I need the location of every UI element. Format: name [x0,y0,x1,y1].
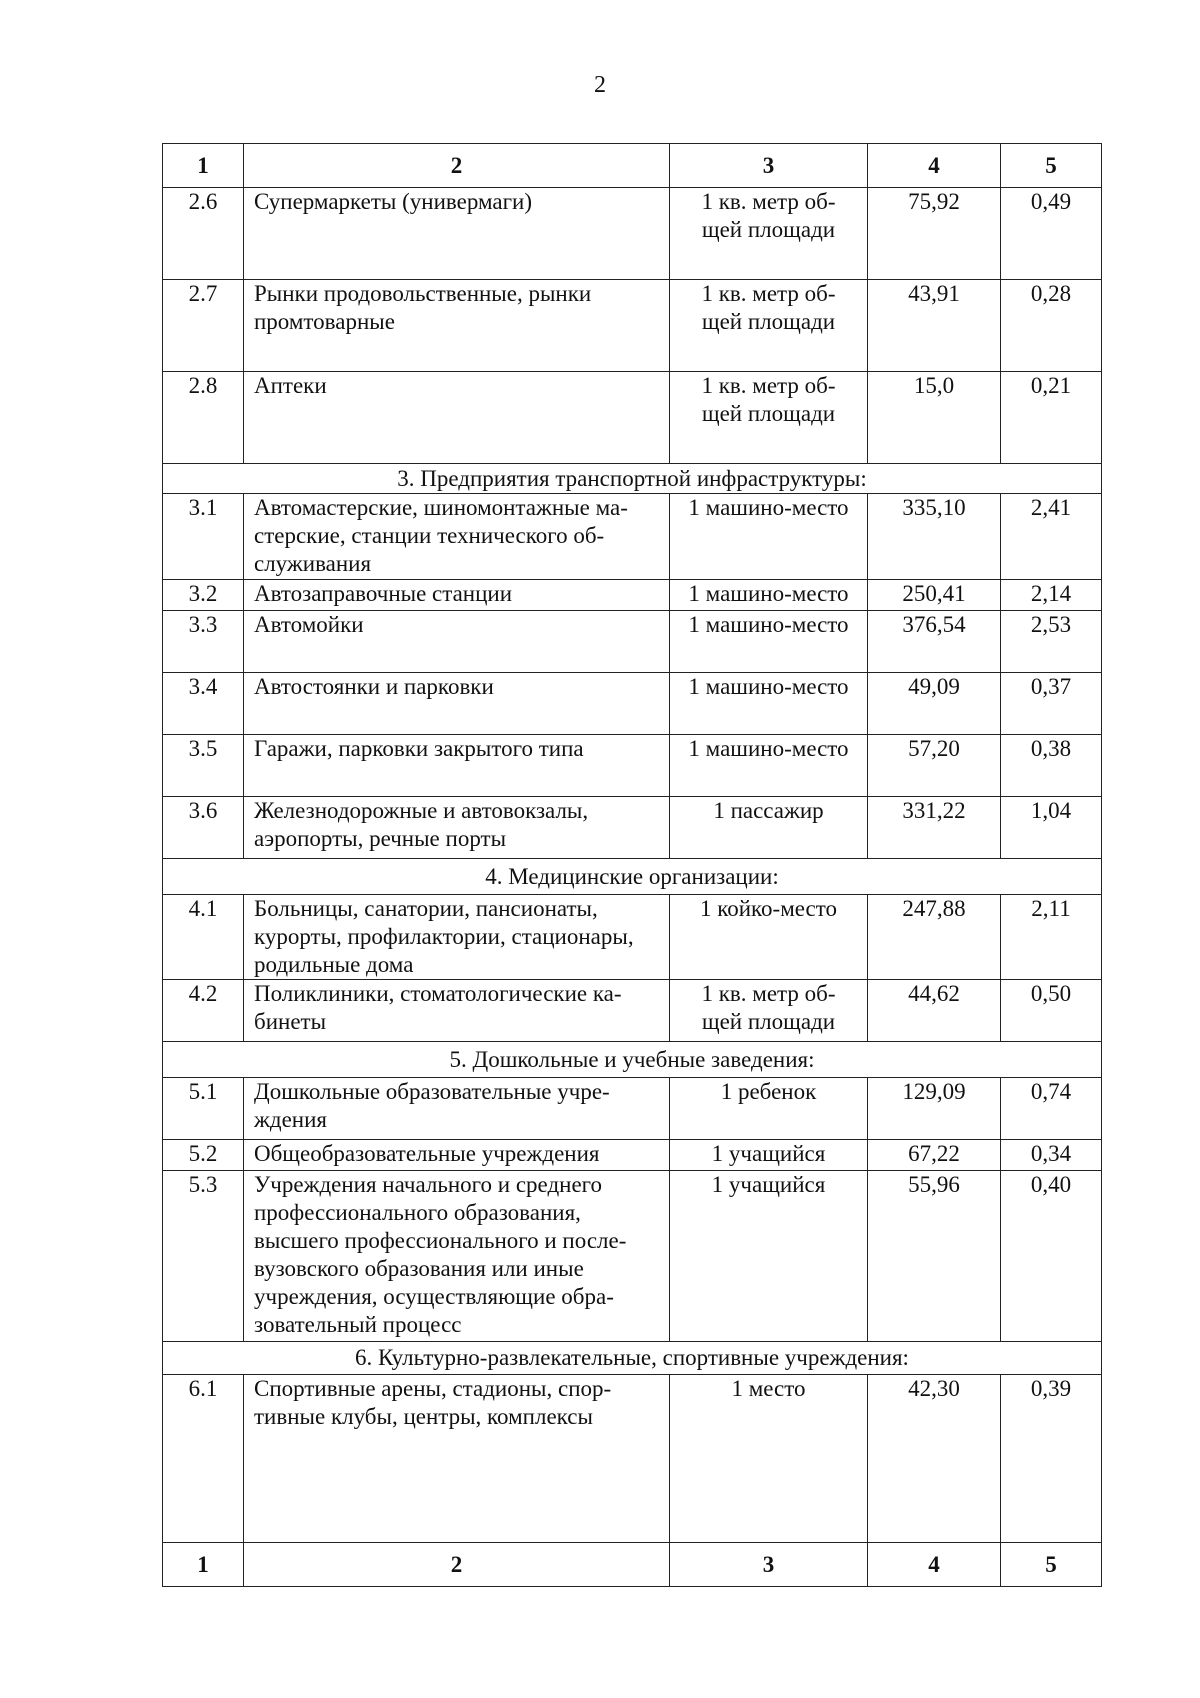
row-number: 3.1 [163,494,244,580]
table-row [163,611,1102,673]
item-name [244,735,670,797]
unit-line: 1 учащийся [711,1141,826,1166]
value-col4: 44,62 [868,980,1001,1042]
value-col4: 57,20 [868,735,1001,797]
header-cell: 2 [244,144,670,188]
unit-line: 1 ребенок [720,1079,817,1104]
value-col4: 15,0 [868,372,1001,464]
footer-cell: 4 [868,1543,1001,1587]
norms-table [162,143,1102,1587]
unit-cell [670,280,868,372]
item-name-line: Общеобразовательные учреждения [254,1141,600,1166]
value-col4: 250,41 [868,580,1001,611]
table-row [163,1171,1102,1342]
table-row [163,188,1102,280]
value-col5: 2,41 [1001,494,1102,580]
table-row [163,735,1102,797]
section-row [163,1042,1102,1078]
item-name-line: курорты, профилактории, стационары, [254,924,634,949]
table-row [163,1140,1102,1171]
item-name-line: Автозаправочные станции [254,581,513,606]
value-col4: 129,09 [868,1078,1001,1140]
value-col4: 49,09 [868,673,1001,735]
unit-line: 1 кв. метр об- [701,981,836,1006]
item-name-line: Автомастерские, шиномонтажные ма- [254,495,628,520]
item-name-line: Спортивные арены, стадионы, спор- [254,1376,612,1401]
unit-line: 1 машино-место [688,581,849,606]
item-name [244,980,670,1042]
section-title: 5. Дошкольные и учебные заведения: [163,1042,1102,1078]
table-row [163,372,1102,464]
item-name-line: аэропорты, речные порты [254,826,507,851]
item-name [244,580,670,611]
unit-line: 1 машино-место [688,736,849,761]
section-row [163,464,1102,494]
header-cell: 5 [1001,144,1102,188]
page-number: 2 [594,72,606,98]
row-number: 2.6 [163,188,244,280]
item-name [244,797,670,859]
unit-cell [670,494,868,580]
unit-cell [670,611,868,673]
item-name-line: стерские, станции технического об- [254,523,605,548]
row-number: 6.1 [163,1375,244,1543]
section-row [163,1342,1102,1375]
table-row [163,980,1102,1042]
table-row [163,1375,1102,1543]
section-row [163,859,1102,895]
item-name-line: вузовского образования или иные [254,1256,584,1281]
unit-line: 1 койко-место [699,896,838,921]
row-number: 5.2 [163,1140,244,1171]
item-name [244,280,670,372]
value-col4: 43,91 [868,280,1001,372]
unit-cell [670,1078,868,1140]
section-title: 6. Культурно-развлекательные, спортивные учреждения: [163,1342,1102,1375]
item-name-line: Больницы, санатории, пансионаты, [254,896,598,921]
unit-line: 1 кв. метр об- [701,281,836,306]
unit-cell [670,580,868,611]
unit-cell [670,895,868,980]
row-number: 4.2 [163,980,244,1042]
unit-line: 1 кв. метр об- [701,373,836,398]
item-name [244,1078,670,1140]
item-name-line: Поликлиники, стоматологические ка- [254,981,622,1006]
value-col5: 2,53 [1001,611,1102,673]
item-name-line: Супермаркеты (универмаги) [254,189,532,214]
unit-line: 1 учащийся [711,1172,826,1197]
item-name [244,1171,670,1342]
unit-line: 1 машино-место [688,674,849,699]
section-title: 3. Предприятия транспортной инфраструктуры: [163,464,1102,494]
value-col5: 0,37 [1001,673,1102,735]
section-title: 4. Медицинские организации: [163,859,1102,895]
value-col5: 0,21 [1001,372,1102,464]
unit-line: щей площади [701,217,836,242]
unit-cell [670,1375,868,1543]
item-name-line: ждения [254,1107,327,1132]
item-name-line: бинеты [254,1009,327,1034]
value-col4: 331,22 [868,797,1001,859]
value-col5: 0,40 [1001,1171,1102,1342]
unit-line: 1 кв. метр об- [701,189,836,214]
value-col5: 0,50 [1001,980,1102,1042]
item-name [244,494,670,580]
item-name-line: Железнодорожные и автовокзалы, [254,798,589,823]
value-col5: 1,04 [1001,797,1102,859]
item-name [244,188,670,280]
item-name-line: зовательный процесс [254,1312,462,1337]
item-name [244,673,670,735]
row-number: 4.1 [163,895,244,980]
row-number: 5.1 [163,1078,244,1140]
item-name-line: учреждения, осуществляющие обра- [254,1284,614,1309]
unit-line: 1 машино-место [688,495,849,520]
unit-cell [670,188,868,280]
value-col5: 2,11 [1001,895,1102,980]
table-row [163,797,1102,859]
value-col4: 42,30 [868,1375,1001,1543]
table-header-row [163,144,1102,188]
footer-cell: 2 [244,1543,670,1587]
header-cell: 3 [670,144,868,188]
footer-cell: 5 [1001,1543,1102,1587]
item-name [244,372,670,464]
item-name-line: Аптеки [254,373,327,398]
unit-line: 1 место [731,1376,806,1401]
item-name [244,1375,670,1543]
value-col4: 75,92 [868,188,1001,280]
unit-line: щей площади [701,1009,836,1034]
item-name-line: Гаражи, парковки закрытого типа [254,736,584,761]
item-name [244,895,670,980]
unit-cell [670,673,868,735]
value-col5: 0,74 [1001,1078,1102,1140]
table-row [163,895,1102,980]
unit-line: щей площади [701,401,836,426]
unit-cell [670,735,868,797]
value-col5: 0,39 [1001,1375,1102,1543]
header-cell: 1 [163,144,244,188]
row-number: 3.3 [163,611,244,673]
unit-cell [670,1171,868,1342]
unit-line: 1 пассажир [713,798,824,823]
unit-line: щей площади [701,309,836,334]
item-name-line: высшего профессионального и после- [254,1228,627,1253]
item-name [244,611,670,673]
row-number: 3.6 [163,797,244,859]
table-row [163,1078,1102,1140]
row-number: 3.4 [163,673,244,735]
table-row [163,673,1102,735]
row-number: 3.2 [163,580,244,611]
value-col5: 0,34 [1001,1140,1102,1171]
value-col4: 376,54 [868,611,1001,673]
row-number: 2.8 [163,372,244,464]
unit-cell [670,797,868,859]
value-col4: 247,88 [868,895,1001,980]
item-name-line: Автомойки [254,612,364,637]
value-col5: 0,38 [1001,735,1102,797]
table-row [163,580,1102,611]
item-name-line: родильные дома [254,952,414,977]
item-name-line: тивные клубы, центры, комплексы [254,1404,593,1429]
row-number: 2.7 [163,280,244,372]
unit-line: 1 машино-место [688,612,849,637]
row-number: 5.3 [163,1171,244,1342]
value-col4: 335,10 [868,494,1001,580]
value-col4: 55,96 [868,1171,1001,1342]
value-col5: 2,14 [1001,580,1102,611]
header-cell: 4 [868,144,1001,188]
item-name-line: служивания [254,551,372,576]
value-col5: 0,28 [1001,280,1102,372]
item-name-line: Рынки продовольственные, рынки [254,281,592,306]
footer-cell: 1 [163,1543,244,1587]
item-name-line: Автостоянки и парковки [254,674,494,699]
item-name-line: профессионального образования, [254,1200,581,1225]
table-row [163,280,1102,372]
footer-cell: 3 [670,1543,868,1587]
table-row [163,494,1102,580]
unit-cell [670,372,868,464]
value-col5: 0,49 [1001,188,1102,280]
item-name-line: промтоварные [254,309,395,334]
item-name-line: Учреждения начального и среднего [254,1172,603,1197]
unit-cell [670,980,868,1042]
table-footer-row [163,1543,1102,1587]
item-name-line: Дошкольные образовательные учре- [254,1079,610,1104]
item-name [244,1140,670,1171]
value-col4: 67,22 [868,1140,1001,1171]
row-number: 3.5 [163,735,244,797]
unit-cell [670,1140,868,1171]
